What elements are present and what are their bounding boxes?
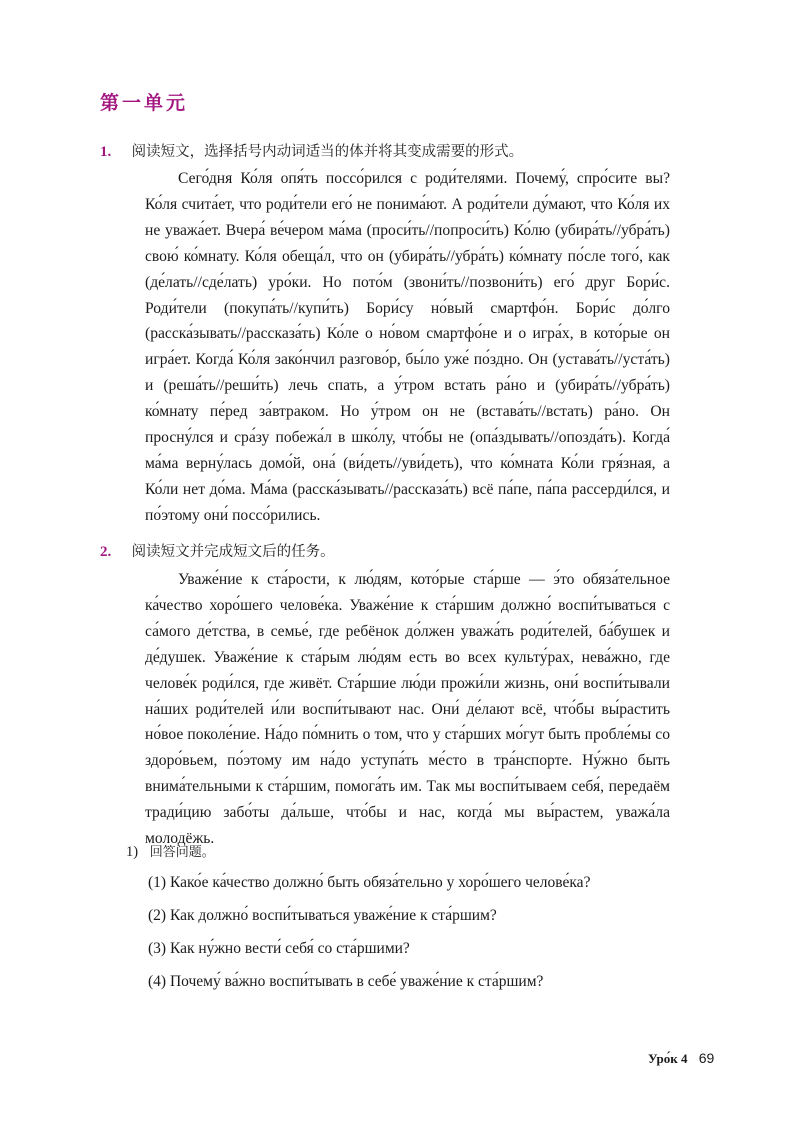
- subtask-number: 1): [126, 844, 139, 860]
- task-2-passage: Уваже́ние к ста́рости, к лю́дям, кото́рые ста́рше — э́то обяза́тельное ка́чество хоро́шего челове́ка. Уваже́ние к ста́ршим должно́ воспи́тываться с са́мого де́тства, в семье́, где ребёнок до́лжен уважа́ть роди́телей, ба́бушек и де́душек. Уваже́ние к ста́рым лю́дям есть во всех культу́рах, нева́жно, где челове́к роди́лся, где живёт. Ста́ршие лю́ди прожи́ли жизнь, они́ воспи́тывали на́ших роди́телей и́ли воспи́тывают нас. Они́ де́лают всё, что́бы вы́растить но́вое поколе́ние. На́до по́мнить о том, что у ста́рших мо́гут быть пробле́мы со здоро́вьем, по́этому им на́до уступа́ть ме́сто в тра́нспорте. Ну́жно быть внима́тельными к ста́ршим, помога́ть им. Так мы воспи́тываем себя́, передаём тради́цию забо́ты да́льше, что́бы и нас, когда́ мы вы́растем, уважа́ла молодёжь.: [145, 571, 670, 848]
- task-2-number: 2.: [100, 544, 112, 560]
- unit-title: 第一单元: [100, 92, 189, 114]
- page-footer: [648, 1050, 714, 1067]
- task-1-passage: Сего́дня Ко́ля опя́ть поссо́рился с роди́телями. Почему́, спро́сите вы? Ко́ля счита́ет, что роди́тели его́ не понима́ют. А роди́тели ду́мают, что Ко́ля их не уважа́ет. Вчера́ ве́чером ма́ма (проси́ть//попроси́ть) Ко́лю (убира́ть//убра́ть) свою́ ко́мнату. Ко́ля обеща́л, что он (убира́ть//убра́ть) ко́мнату по́сле того́, как (де́лать//сде́лать) уро́ки. Но пото́м (звони́ть//позвони́ть) его́ друг Бори́с. Роди́тели (покупа́ть//купи́ть) Бори́су но́вый смартфо́н. Бори́с до́лго (расска́зывать//рассказа́ть) Ко́ле о но́вом смартфо́не и о игра́х, в кото́рые он игра́ет. Когда́ Ко́ля зако́нчил разгово́р, бы́ло уже́ по́здно. Он (устава́ть//уста́ть) и (реша́ть//реши́ть) лечь спать, а у́тром встать ра́но и (убира́ть//убра́ть) ко́мнату пе́ред за́втраком. Но у́тром он не (встава́ть//встать) ра́но. Он просну́лся и сра́зу побежа́л в шко́лу, что́бы не (опа́здывать//опозда́ть). Когда́ ма́ма верну́лась домо́й, она́ (ви́деть//уви́деть), что ко́мната Ко́ли гря́зная, а Ко́ли нет до́ма. Ма́ма (расска́зывать//рассказа́ть) всё па́пе, па́па рассерди́лся, и по́этому они́ поссо́рились.: [145, 170, 670, 524]
- task-1-instruction: 阅读短文，选择括号内动词适当的体并将其变成需要的形式。: [131, 144, 524, 160]
- question-list: [148, 872, 590, 1004]
- question-item: (3) Как ну́жно вести́ себя́ со ста́ршими?: [148, 940, 410, 957]
- task-2-instruction: 阅读短文并完成短文后的任务。: [131, 544, 335, 560]
- question-item: (2) Как должно́ воспи́тываться уваже́ние к ста́ршим?: [148, 907, 497, 924]
- question-item: (1) Како́е ка́чество должно́ быть обяза́тельно у хоро́шего челове́ка?: [148, 874, 591, 891]
- task-1-number: 1.: [100, 144, 112, 160]
- task-1-heading: [100, 140, 523, 161]
- page-number: 69: [698, 1050, 715, 1066]
- subtask-heading: [126, 841, 215, 861]
- lesson-label: Уро́к 4: [648, 1051, 688, 1066]
- question-item: (4) Почему́ ва́жно воспи́тывать в себе́ уваже́ние к ста́ршим?: [148, 973, 544, 990]
- subtask-label: 回答问题。: [149, 845, 215, 860]
- task-2-heading: [100, 540, 335, 561]
